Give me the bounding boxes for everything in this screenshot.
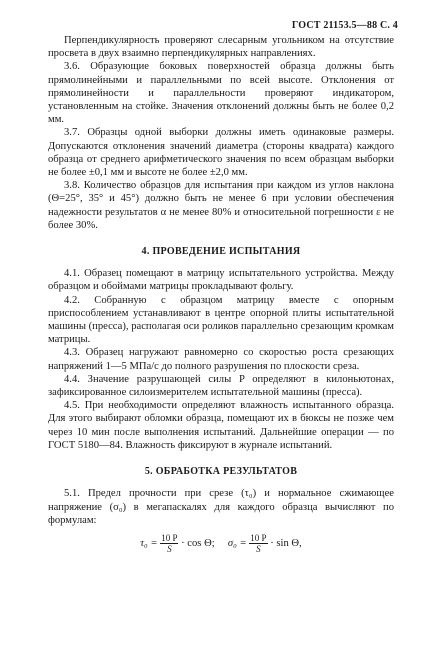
section-5-title: 5. ОБРАБОТКА РЕЗУЛЬТАТОВ [144,466,298,478]
formula-cos-part: · cos Θ; [181,537,215,549]
paragraph-3-7: 3.7. Образцы одной выборки должны иметь одинаковые размеры. Допускаются отклонения значений диаметра (стороны квадрата) каждого образца от среднего арифметического значения по всем образцам выборки не более ±0,1 мм и высоте не более ±2,0 мм. [48,127,394,179]
formula-numerator-1: 10 P [161,532,178,543]
formula-denominator-1: S [167,543,172,554]
formula-denominator-2: S [256,543,261,554]
formula-fraction-2 [249,533,267,554]
formula-sin-part: · sin Θ, [270,537,302,549]
paragraph-4-1: 4.1. Образец помещают в матрицу испытательного устройства. Между образцом и обоймами матрицы прокладывают фольгу. [48,268,394,293]
formula-fraction-1 [160,533,178,554]
paragraph-3-6: 3.6. Образующие боковых поверхностей образца должны быть прямолинейными и параллельными по всей высоте. Отклонения от прямолинейности и параллельности проверяют индикатором, установленным на стойке. Значения отклонений должны быть не более 0,2 мм. [48,61,394,126]
formula-numerator-2: 10 P [250,532,267,543]
paragraph-4-4: 4.4. Значение разрушающей силы P определяют в килоньютонах, зафиксированное силоизмерителем испытательной машины (пресса). [48,373,394,399]
formula-sigma-lhs: σ₀ = [227,537,247,549]
paragraph-4-5: 4.5. При необходимости определяют влажность испытанного образца. Для этого выбирают обломки образца, помещают их в бюксы не позже чем через 10 мин после выполнения испытаний. Дальнейшие операции — по ГОСТ 5180—84. Влажность фиксируют в журнале испытаний. [48,400,394,451]
paragraph-perpendicularity: Перпендикулярность проверяют слесарным угольником на отсутствие просвета в двух взаимно перпендикулярных направлениях. [48,35,394,60]
paragraph-5-1: 5.1. Предел прочности при срезе (τ₀) и нормальное сжимающее напряжение (σ₀) в мегапаскалях для каждого образца вычисляют по формулам: [48,488,394,526]
document-body [48,34,394,554]
section-4-title: 4. ПРОВЕДЕНИЕ ИСПЫТАНИЯ [141,246,301,258]
formula-line [48,533,394,554]
formula-tau-lhs: τ₀ = [140,537,158,549]
paragraph-4-3: 4.3. Образец нагружают равномерно со скоростью роста срезающих напряжений 1—5 МПа/с до полного разрушения по плоскости среза. [48,347,394,372]
paragraph-3-8: 3.8. Количество образцов для испытания при каждом из углов наклона (Θ=25°, 35° и 45°) должно быть не менее 6 при условии обеспечения надежности результатов α не менее 80% и относительной погрешности ε не более 30%. [48,180,394,231]
paragraph-4-2: 4.2. Собранную с образцом матрицу вместе с опорным приспособлением устанавливают в центре опорной плиты испытательной машины (пресса), располагая оси роликов параллельно срезающим кромкам матрицы. [48,294,394,346]
page-header: ГОСТ 21153.5—88 С. 4 [291,20,398,31]
